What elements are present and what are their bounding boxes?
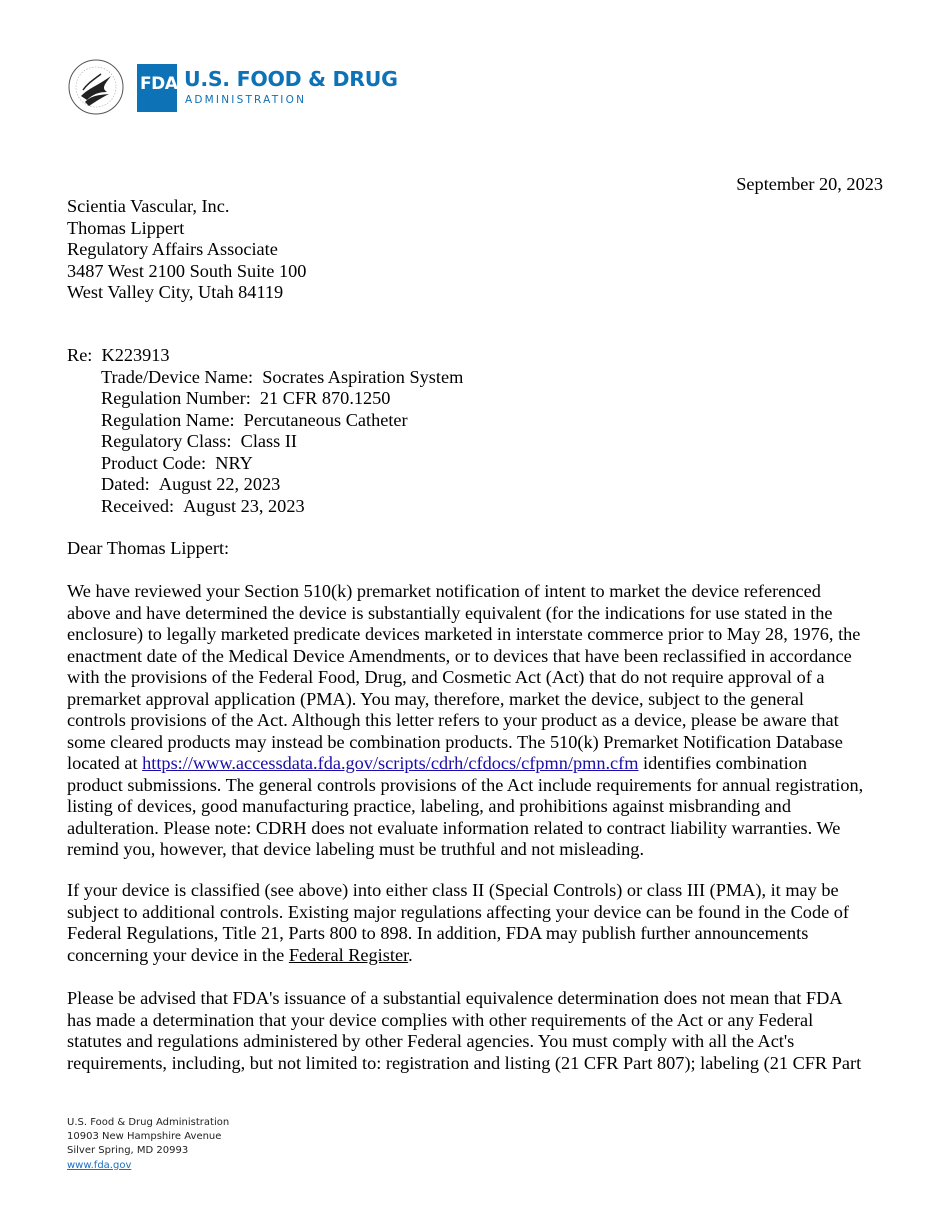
text-line: requirements, including, but not limited to: registration and listing (21 CFR Part 807); labeling (21 CFR Part	[67, 1052, 862, 1073]
text-line: enclosure) to legally marketed predicate devices marketed in interstate commerce prior to May 28, 1976, the	[67, 624, 861, 644]
footer-address	[67, 1116, 229, 1173]
fda-badge-text: FDA	[140, 74, 178, 94]
fda-website-link[interactable]: www.fda.gov	[67, 1159, 132, 1171]
footer-line: Silver Spring, MD 20993	[67, 1145, 189, 1157]
text-line: enactment date of the Medical Device Amendments, or to devices that have been reclassified in accordance	[67, 645, 852, 666]
text-line: controls provisions of the Act. Although this letter refers to your product as a device, please be aware that	[67, 710, 839, 730]
pmn-database-link[interactable]: https://www.accessdata.fda.gov/scripts/cdrh/cfdocs/cfpmn/pmn.cfm	[142, 753, 639, 773]
salutation: Dear Thomas Lippert:	[67, 538, 230, 558]
text-line	[67, 945, 887, 967]
text-line: If your device is classified (see above) into either class II (Special Controls) or class III (PMA), it may be	[67, 880, 839, 900]
text-line: product submissions. The general controls provisions of the Act include requirements for annual registration,	[67, 774, 864, 795]
text-line: some cleared products may instead be combination products. The 510(k) Premarket Notification Database	[67, 731, 843, 752]
text-line: adulteration. Please note: CDRH does not evaluate information related to contract liability warranties. We	[67, 817, 841, 838]
text-segment: concerning your device in the	[67, 944, 289, 965]
text-line: remind you, however, that device labeling must be truthful and not misleading.	[67, 839, 645, 859]
address-line: Thomas Lippert	[67, 217, 185, 238]
trade-device-name: Trade/Device Name: Socrates Aspiration System	[101, 366, 464, 387]
text-line: above and have determined the device is substantially equivalent (for the indications for use stated in the	[67, 602, 833, 623]
recipient-address	[67, 196, 306, 304]
text-line: Federal Regulations, Title 21, Parts 800 to 898. In addition, FDA may publish further announcements	[67, 923, 809, 943]
link-suffix: identifies combination	[638, 753, 808, 773]
body-paragraph-1	[67, 581, 887, 861]
fda-badge	[137, 64, 177, 112]
text-line: premarket approval application (PMA). You may, therefore, market the device, subject to the general	[67, 688, 804, 709]
body-paragraph-3	[67, 988, 887, 1074]
dated: Dated: August 22, 2023	[101, 474, 281, 494]
footer-line: 10903 New Hampshire Avenue	[67, 1131, 222, 1143]
text-line-with-link	[67, 753, 887, 775]
text-line: statutes and regulations administered by other Federal agencies. You must comply with all the Act's	[67, 1031, 795, 1051]
federal-register-text: Federal Register	[288, 944, 409, 965]
text-line: Please be advised that FDA's issuance of a substantial equivalence determination does not mean that FDA	[67, 988, 843, 1008]
body-paragraph-2	[67, 880, 887, 966]
link-prefix: located at	[67, 753, 143, 773]
text-line: has made a determination that your device complies with other requirements of the Act or any Federal	[67, 1009, 814, 1030]
reference-number-line	[67, 345, 463, 367]
address-line: Scientia Vascular, Inc.	[67, 196, 230, 216]
regulation-name: Regulation Name: Percutaneous Catheter	[101, 409, 408, 430]
letter-date: September 20, 2023	[736, 174, 883, 194]
agency-subtitle: ADMINISTRATION	[185, 94, 307, 106]
received: Received: August 23, 2023	[101, 495, 305, 516]
regulation-number: Regulation Number: 21 CFR 870.1250	[101, 388, 391, 408]
footer-line: U.S. Food & Drug Administration	[67, 1117, 230, 1128]
re-label: Re:	[67, 345, 93, 365]
address-line: West Valley City, Utah 84119	[67, 282, 284, 302]
reference-block	[67, 345, 463, 517]
fda-logo	[67, 58, 398, 120]
product-code: Product Code: NRY	[101, 452, 253, 473]
agency-name: U.S. FOOD & DRUG	[184, 67, 398, 91]
k-number: K223913	[101, 345, 170, 365]
hhs-seal-icon	[67, 58, 125, 116]
text-line: subject to additional controls. Existing major regulations affecting your device can be found in the Code of	[67, 901, 849, 922]
text-line: listing of devices, good manufacturing practice, labeling, and prohibitions against misbranding and	[67, 796, 791, 816]
text-line: with the provisions of the Federal Food, Drug, and Cosmetic Act (Act) that do not require approval of a	[67, 667, 825, 687]
address-line: 3487 West 2100 South Suite 100	[67, 260, 307, 281]
regulatory-class: Regulatory Class: Class II	[101, 431, 297, 451]
text-line: We have reviewed your Section 510(k) premarket notification of intent to market the device referenced	[67, 581, 821, 601]
address-line: Regulatory Affairs Associate	[67, 239, 278, 259]
text-segment: .	[408, 944, 413, 965]
